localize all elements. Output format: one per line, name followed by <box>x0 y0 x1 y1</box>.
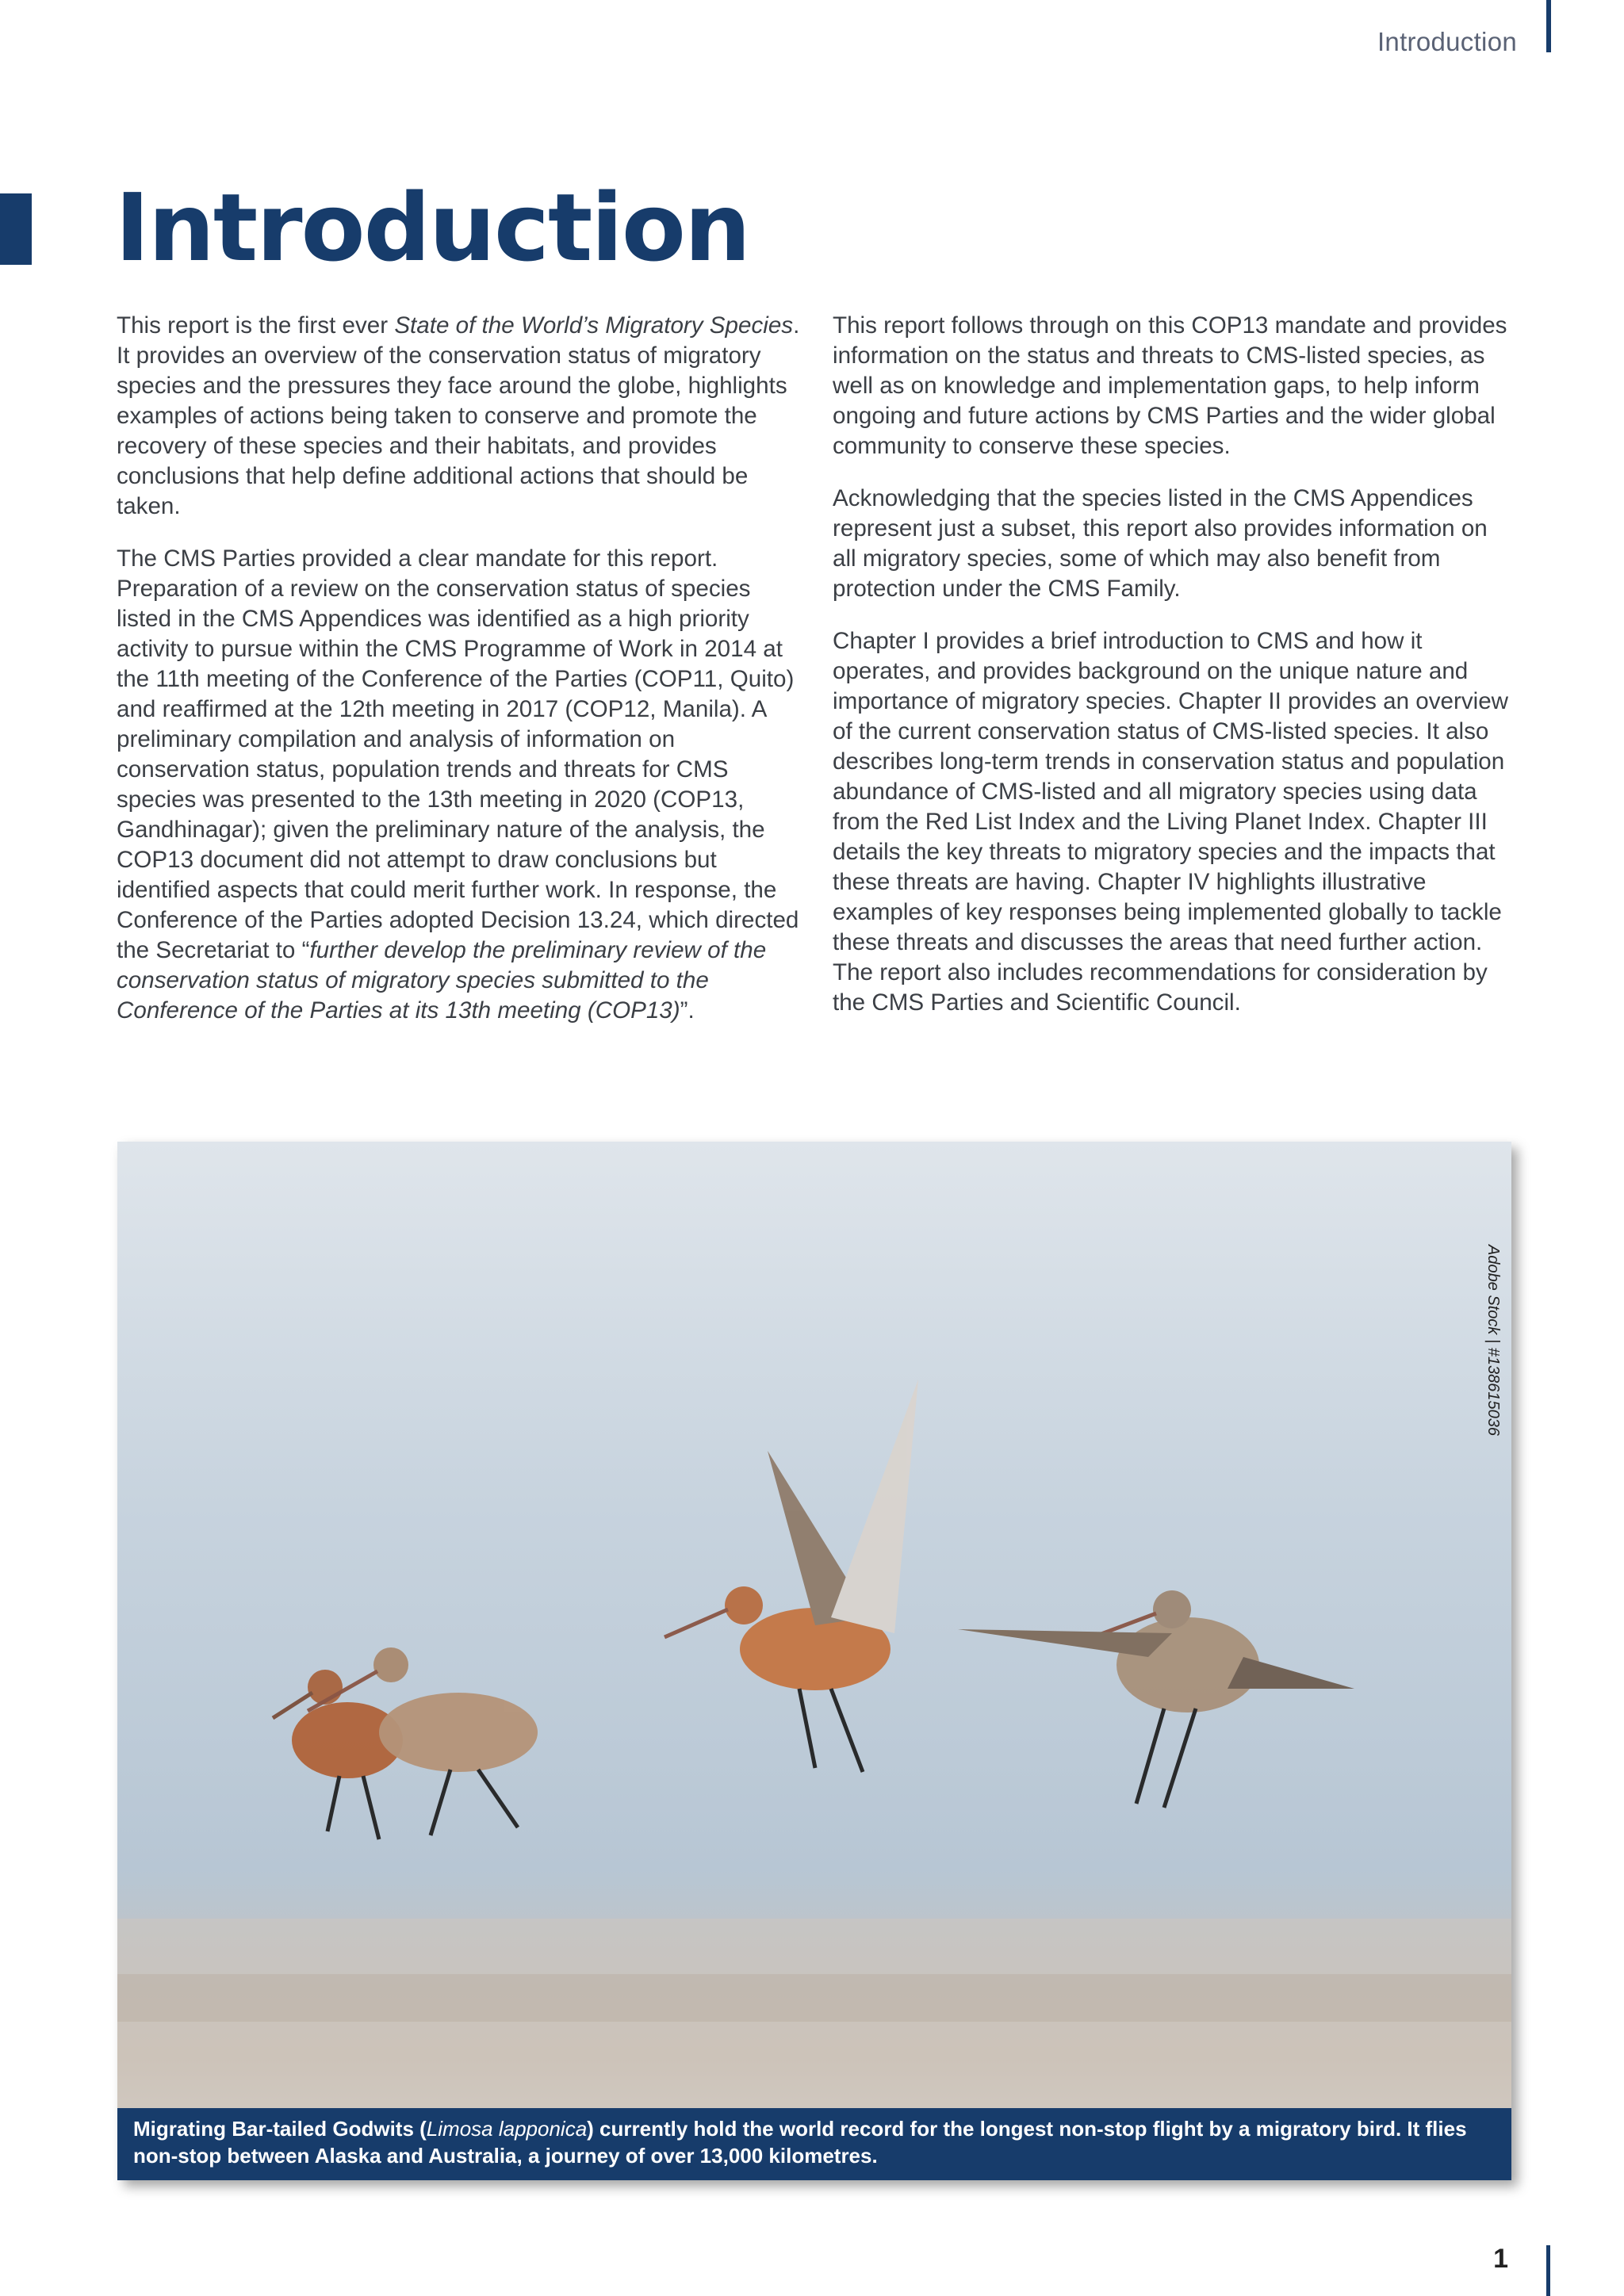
p1-text-after: . It provides an overview of the conservation status of migratory species and the pressures they face around the globe, highlights examples of actions being taken to conserve and promote the recovery of these species and their habitats, and provides conclusions that help define additional actions that should be taken. <box>117 312 800 519</box>
report-title-italic: State of the World’s Migratory Species <box>394 312 794 339</box>
p1-text-before: This report is the first ever <box>117 312 395 339</box>
photo-caption <box>117 2108 1511 2180</box>
left-paragraph-2 <box>117 544 800 1026</box>
shoreline-band <box>117 1974 1511 2022</box>
caption-after: ) currently hold the world record for the longest non-stop flight by a migratory bird. It flies non-stop between Alaska and Australia, a journey of over 13,000 kilometres. <box>133 2117 1467 2168</box>
godwit-4-landing <box>958 1590 1354 1808</box>
left-paragraph-1 <box>117 311 800 522</box>
decision-quote-italic: further develop the preliminary review of the conservation status of migratory species submitted to the Conference of the Parties at its 13th meeting (COP13) <box>117 937 767 1024</box>
right-paragraph-3: Chapter I provides a brief introduction to CMS and how it operates, and provides background on the unique nature and importance of migratory species. Chapter II provides an overview of the current conservation status of CMS-listed species. It also describes long-term trends in conservation status and population abundance of CMS-listed and all migratory species using data from the Red List Index and the Living Planet Index. Chapter III details the key threats to migratory species and the impacts that these threats are having. Chapter IV highlights illustrative examples of key responses being implemented globally to tackle these threats and discusses the areas that need further action. The report also includes recommendations for consideration by the CMS Parties and Scientific Council. <box>833 628 1509 1016</box>
running-header: Introduction <box>1377 27 1517 56</box>
caption-scientific-name: Limosa lapponica <box>426 2117 588 2141</box>
right-paragraph-2: Acknowledging that the species listed in the CMS Appendices represent just a subset, this report also provides information on all migratory species, some of which may also benefit from protection under the CMS Family. <box>833 485 1488 602</box>
caption-before: Migrating Bar-tailed Godwits ( <box>133 2117 427 2141</box>
p2-text: The CMS Parties provided a clear mandate for this report. Preparation of a review on the conservation status of species listed in the CMS Appendices was identified as a high priority activity to pursue within the CMS Programme of Work in 2014 at the 11th meeting of the Conference of the Parties (COP11, Quito) and reaffirmed at the 12th meeting in 2017 (COP12, Manila). A preliminary compilation and analysis of information on conservation status, population trends and threats for CMS species was presented to the 13th meeting in 2020 (COP13, Gandhinagar); given the preliminary nature of the analysis, the COP13 document did not attempt to draw conclusions but identified aspects that could merit further work. In response, the Conference of the Parties adopted Decision 13.24, which directed the Secretariat to “ <box>117 545 799 963</box>
header-rule <box>1546 0 1551 52</box>
photo-credit: Adobe Stock | #138615036 <box>1484 1245 1502 1436</box>
godwit-3-flying <box>665 1380 918 1772</box>
godwits-illustration <box>117 1142 1511 2180</box>
page-number: 1 <box>1493 2244 1508 2274</box>
title-accent-bar <box>0 193 32 265</box>
left-column <box>117 311 800 1048</box>
page-title: Introduction <box>115 173 749 282</box>
right-column <box>833 311 1516 1040</box>
right-paragraph-1: This report follows through on this COP13 mandate and provides information on the status and threats to CMS-listed species, as well as on knowledge and implementation gaps, to help inform ongoing and future actions by CMS Parties and the wider global community to conserve these species. <box>833 312 1507 459</box>
footer-rule <box>1546 2245 1550 2296</box>
godwits-photo <box>117 1142 1511 2180</box>
p2-text-end: ”. <box>680 997 695 1024</box>
